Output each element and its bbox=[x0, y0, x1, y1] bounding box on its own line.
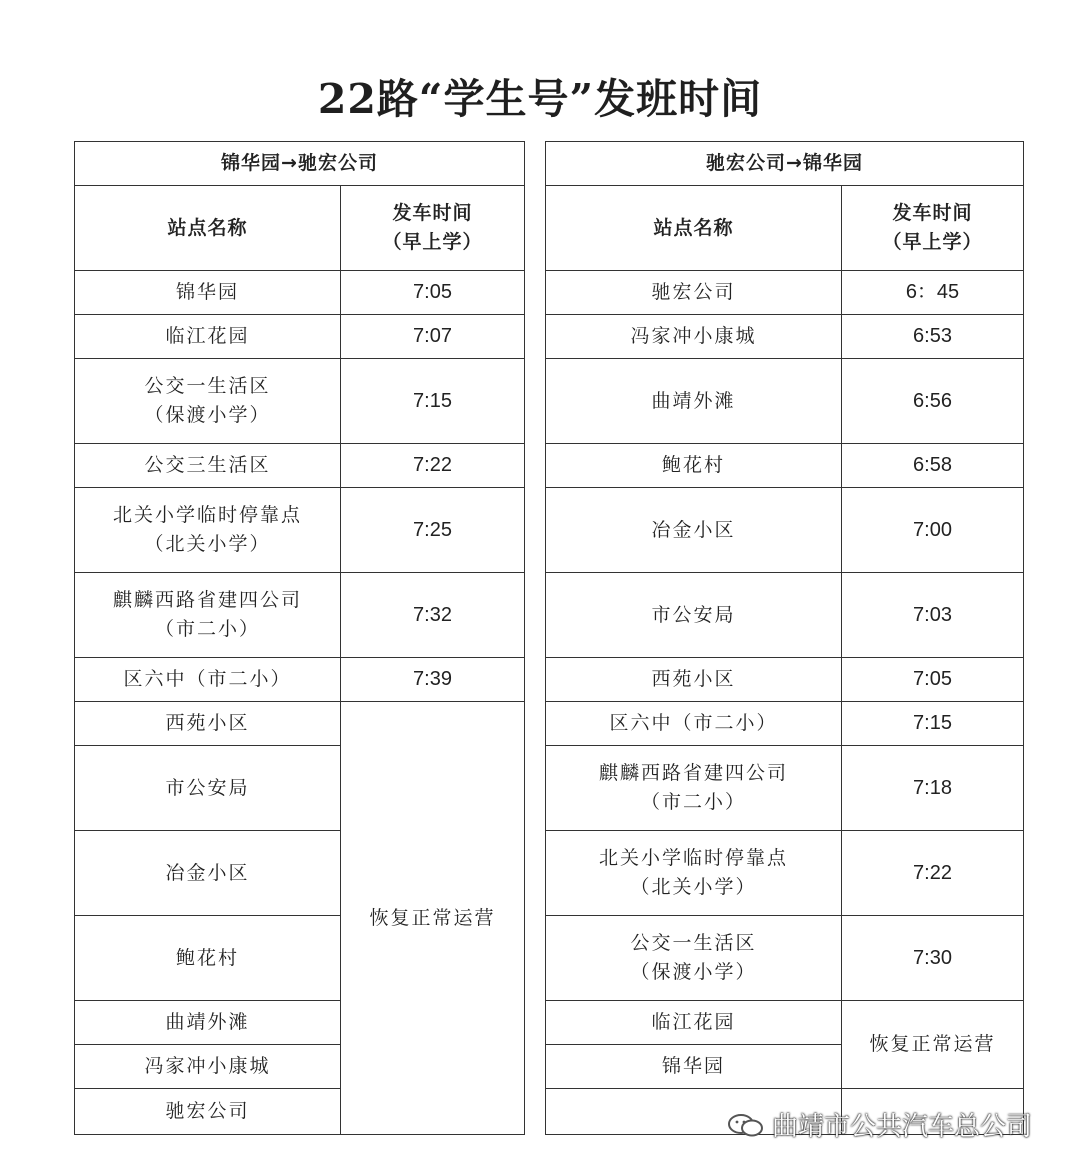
col-station-header: 站点名称 bbox=[75, 186, 341, 271]
station-cell: 北关小学临时停靠点 （北关小学） bbox=[75, 488, 341, 573]
station-cell: 冶金小区 bbox=[75, 831, 341, 916]
station-cell: 市公安局 bbox=[75, 746, 341, 831]
station-cell: 区六中（市二小） bbox=[546, 702, 842, 746]
station-cell: 鲍花村 bbox=[546, 444, 842, 488]
page-title: 22路“学生号”发班时间 bbox=[317, 75, 763, 123]
station-cell: 临江花园 bbox=[75, 315, 341, 359]
station-cell: 锦华园 bbox=[75, 271, 341, 315]
time-cell: 7:39 bbox=[341, 658, 525, 702]
time-cell: 6:53 bbox=[842, 315, 1024, 359]
schedule-table-chihong-to-jinhuayuan bbox=[545, 141, 1024, 1135]
direction-header: 锦华园→驰宏公司 bbox=[75, 142, 525, 186]
time-cell: 7:15 bbox=[842, 702, 1024, 746]
wechat-icon bbox=[726, 1112, 766, 1138]
col-time-header: 发车时间 （早上学） bbox=[341, 186, 525, 271]
resume-normal-operation: 恢复正常运营 bbox=[341, 702, 525, 1135]
station-cell: 鲍花村 bbox=[75, 916, 341, 1001]
station-cell: 市公安局 bbox=[546, 573, 842, 658]
time-cell: 7:25 bbox=[341, 488, 525, 573]
watermark-text: 曲靖市公共汽车总公司 bbox=[772, 1112, 1033, 1142]
station-cell: 麒麟西路省建四公司 （市二小） bbox=[546, 746, 842, 831]
station-cell: 公交三生活区 bbox=[75, 444, 341, 488]
station-cell: 临江花园 bbox=[546, 1001, 842, 1045]
time-cell: 6：45 bbox=[842, 271, 1024, 315]
station-cell: 麒麟西路省建四公司 （市二小） bbox=[75, 573, 341, 658]
station-cell: 西苑小区 bbox=[546, 658, 842, 702]
station-cell: 公交一生活区 （保渡小学） bbox=[75, 359, 341, 444]
time-cell: 6:56 bbox=[842, 359, 1024, 444]
station-cell: 锦华园 bbox=[546, 1045, 842, 1089]
time-cell: 7:22 bbox=[842, 831, 1024, 916]
time-cell: 7:15 bbox=[341, 359, 525, 444]
station-cell: 曲靖外滩 bbox=[75, 1001, 341, 1045]
time-cell: 6:58 bbox=[842, 444, 1024, 488]
station-cell: 冶金小区 bbox=[546, 488, 842, 573]
time-cell: 7:05 bbox=[842, 658, 1024, 702]
station-cell: 西苑小区 bbox=[75, 702, 341, 746]
time-cell: 7:07 bbox=[341, 315, 525, 359]
station-cell: 驰宏公司 bbox=[546, 271, 842, 315]
time-cell: 7:32 bbox=[341, 573, 525, 658]
station-cell: 曲靖外滩 bbox=[546, 359, 842, 444]
time-cell: 7:05 bbox=[341, 271, 525, 315]
col-time-header: 发车时间 （早上学） bbox=[842, 186, 1024, 271]
station-cell: 区六中（市二小） bbox=[75, 658, 341, 702]
schedule-table-jinhuayuan-to-chihong bbox=[74, 141, 525, 1135]
time-cell: 7:22 bbox=[341, 444, 525, 488]
station-cell: 驰宏公司 bbox=[75, 1089, 341, 1135]
time-cell: 7:30 bbox=[842, 916, 1024, 1001]
station-cell: 冯家冲小康城 bbox=[75, 1045, 341, 1089]
station-cell: 北关小学临时停靠点 （北关小学） bbox=[546, 831, 842, 916]
station-cell: 公交一生活区 （保渡小学） bbox=[546, 916, 842, 1001]
time-cell: 7:18 bbox=[842, 746, 1024, 831]
time-cell: 7:03 bbox=[842, 573, 1024, 658]
col-station-header: 站点名称 bbox=[546, 186, 842, 271]
resume-normal-operation: 恢复正常运营 bbox=[842, 1001, 1024, 1089]
direction-header: 驰宏公司→锦华园 bbox=[546, 142, 1024, 186]
time-cell: 7:00 bbox=[842, 488, 1024, 573]
publisher-watermark bbox=[726, 1106, 1032, 1143]
station-cell: 冯家冲小康城 bbox=[546, 315, 842, 359]
